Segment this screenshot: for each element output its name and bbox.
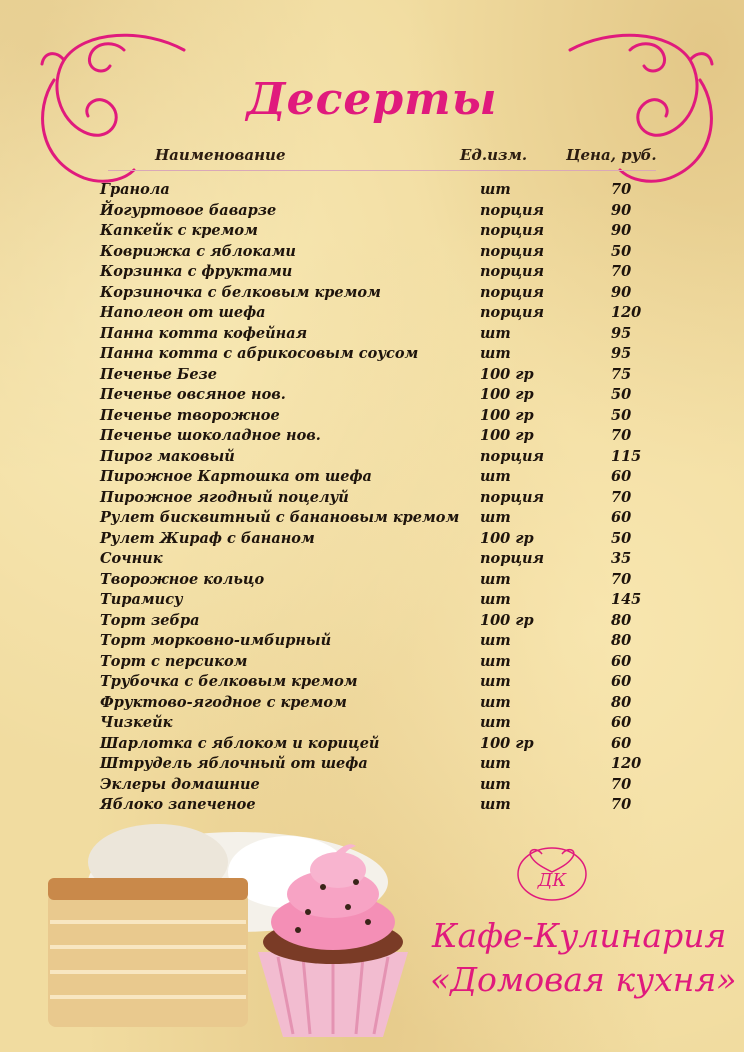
menu-item-price: 50 [611, 406, 632, 424]
menu-item-row [100, 754, 660, 775]
menu-item-name: Коврижка с яблоками [100, 242, 296, 260]
menu-item-unit: 100 гр [480, 427, 534, 444]
menu-item-price: 120 [611, 304, 642, 321]
menu-item-name: Панна котта с абрикосовым соусом [100, 345, 419, 362]
menu-item-price: 95 [611, 324, 632, 342]
logo-text: ДК [537, 870, 567, 891]
menu-item-price: 90 [611, 222, 632, 239]
menu-item-price: 35 [611, 550, 632, 567]
menu-item-price: 50 [611, 529, 632, 547]
menu-item-row [100, 283, 660, 304]
menu-item-price: 80 [611, 693, 632, 711]
menu-item-name: Эклеры домашние [100, 775, 260, 793]
menu-item-row [100, 631, 660, 652]
menu-item-unit: порция [480, 263, 545, 280]
menu-item-row [100, 652, 660, 673]
menu-list [100, 180, 660, 816]
column-header-name: Наименование [155, 146, 286, 164]
menu-item-unit: шт [480, 775, 511, 793]
menu-item-price: 60 [611, 509, 632, 526]
menu-item-price: 60 [611, 714, 632, 731]
menu-item-name: Рулет Жираф с бананом [100, 529, 315, 547]
menu-item-name: Капкейк с кремом [100, 222, 258, 239]
menu-item-price: 70 [611, 775, 632, 793]
menu-item-name: Корзиночка с белковым кремом [100, 283, 381, 301]
menu-item-price: 95 [611, 345, 632, 362]
cafe-name-line1: Кафе-Кулинария [432, 916, 727, 955]
menu-item-name: Торт с персиком [100, 652, 248, 670]
menu-item-row [100, 488, 660, 509]
menu-item-price: 80 [611, 632, 632, 649]
menu-item-name: Торт морковно-имбирный [100, 632, 332, 649]
menu-item-unit: порция [480, 201, 545, 219]
menu-item-name: Шарлотка с яблоком и корицей [100, 734, 380, 752]
menu-item-name: Панна котта кофейная [100, 324, 308, 342]
menu-item-price: 60 [611, 652, 632, 670]
menu-item-row [100, 344, 660, 365]
menu-item-unit: 100 гр [480, 386, 534, 403]
menu-item-unit: шт [480, 673, 511, 690]
menu-item-row [100, 324, 660, 345]
menu-item-unit: шт [480, 714, 511, 731]
menu-item-price: 70 [611, 427, 632, 444]
menu-item-price: 60 [611, 734, 632, 752]
menu-item-unit: шт [480, 591, 511, 608]
menu-item-unit: порция [480, 222, 545, 239]
menu-item-name: Наполеон от шефа [100, 304, 266, 321]
menu-item-price: 60 [611, 468, 632, 485]
menu-item-name: Пирожное Картошка от шефа [100, 468, 372, 485]
column-header-unit: Ед.изм. [460, 146, 528, 164]
menu-item-row [100, 529, 660, 550]
menu-item-unit: шт [480, 181, 511, 198]
menu-item-row [100, 221, 660, 242]
menu-item-row [100, 242, 660, 263]
menu-item-unit: шт [480, 570, 511, 588]
menu-item-unit: 100 гр [480, 406, 534, 424]
menu-item-row [100, 672, 660, 693]
menu-item-price: 70 [611, 263, 632, 280]
menu-item-name: Печенье творожное [100, 406, 280, 424]
menu-item-price: 70 [611, 488, 632, 506]
menu-item-row [100, 365, 660, 386]
menu-item-unit: порция [480, 550, 545, 567]
menu-item-price: 75 [611, 365, 632, 383]
menu-item-unit: шт [480, 345, 511, 362]
menu-item-unit: 100 гр [480, 365, 534, 383]
page-title: Десерты [246, 74, 498, 125]
menu-item-price: 115 [611, 447, 642, 465]
menu-item-row [100, 549, 660, 570]
menu-item-price: 50 [611, 242, 632, 260]
header-divider [108, 170, 656, 171]
menu-item-row [100, 303, 660, 324]
menu-item-name: Йогуртовое баварзе [100, 201, 277, 219]
menu-item-unit: порция [480, 242, 545, 260]
menu-item-name: Чизкейк [100, 714, 173, 731]
menu-item-price: 145 [611, 591, 642, 608]
menu-item-row [100, 262, 660, 283]
menu-item-unit: порция [480, 447, 545, 465]
menu-item-row [100, 734, 660, 755]
menu-item-row [100, 201, 660, 222]
menu-item-unit: 100 гр [480, 734, 534, 752]
menu-item-name: Фруктово-ягодное с кремом [100, 693, 347, 711]
menu-item-row [100, 713, 660, 734]
menu-item-name: Корзинка с фруктами [100, 263, 293, 280]
menu-item-name: Печенье шоколадное нов. [100, 427, 321, 444]
menu-item-unit: шт [480, 509, 511, 526]
menu-item-name: Тирамису [100, 591, 183, 608]
menu-item-name: Пирожное ягодный поцелуй [100, 488, 349, 506]
menu-item-unit: шт [480, 693, 511, 711]
menu-item-name: Трубочка с белковым кремом [100, 673, 358, 690]
menu-item-row [100, 180, 660, 201]
cafe-logo-icon [512, 838, 592, 908]
menu-item-name: Яблоко запеченое [100, 796, 256, 813]
menu-item-price: 90 [611, 201, 632, 219]
menu-item-name: Творожное кольцо [100, 570, 265, 588]
menu-item-row [100, 775, 660, 796]
menu-item-row [100, 611, 660, 632]
menu-item-unit: порция [480, 488, 545, 506]
menu-item-unit: шт [480, 755, 511, 772]
cafe-name-line2: «Домовая кухня» [430, 960, 737, 999]
menu-item-price: 70 [611, 181, 632, 198]
menu-item-price: 50 [611, 386, 632, 403]
menu-item-price: 90 [611, 283, 632, 301]
menu-item-name: Торт зебра [100, 611, 200, 629]
menu-item-price: 70 [611, 570, 632, 588]
column-header-price: Цена, руб. [566, 146, 657, 164]
menu-item-row [100, 447, 660, 468]
menu-item-unit: шт [480, 324, 511, 342]
menu-item-row [100, 693, 660, 714]
menu-item-row [100, 467, 660, 488]
menu-item-row [100, 508, 660, 529]
menu-item-row [100, 590, 660, 611]
menu-item-name: Штрудель яблочный от шефа [100, 755, 368, 772]
menu-item-price: 70 [611, 796, 632, 813]
menu-item-unit: порция [480, 304, 545, 321]
menu-item-price: 120 [611, 755, 642, 772]
menu-item-unit: шт [480, 796, 511, 813]
menu-item-name: Гранола [100, 181, 170, 198]
menu-item-name: Сочник [100, 550, 163, 567]
menu-item-unit: порция [480, 283, 545, 301]
menu-item-row [100, 570, 660, 591]
menu-item-row [100, 385, 660, 406]
menu-item-row [100, 426, 660, 447]
menu-item-unit: 100 гр [480, 611, 534, 629]
menu-item-name: Печенье овсяное нов. [100, 386, 286, 403]
menu-item-price: 60 [611, 673, 632, 690]
menu-item-name: Рулет бисквитный с банановым кремом [100, 509, 460, 526]
menu-item-unit: 100 гр [480, 529, 534, 547]
menu-item-name: Печенье Безе [100, 365, 218, 383]
dessert-illustration-icon [38, 812, 418, 1042]
menu-item-unit: шт [480, 652, 511, 670]
menu-item-unit: шт [480, 632, 511, 649]
menu-item-price: 80 [611, 611, 632, 629]
menu-item-row [100, 406, 660, 427]
menu-item-unit: шт [480, 468, 511, 485]
menu-item-name: Пирог маковый [100, 447, 235, 465]
